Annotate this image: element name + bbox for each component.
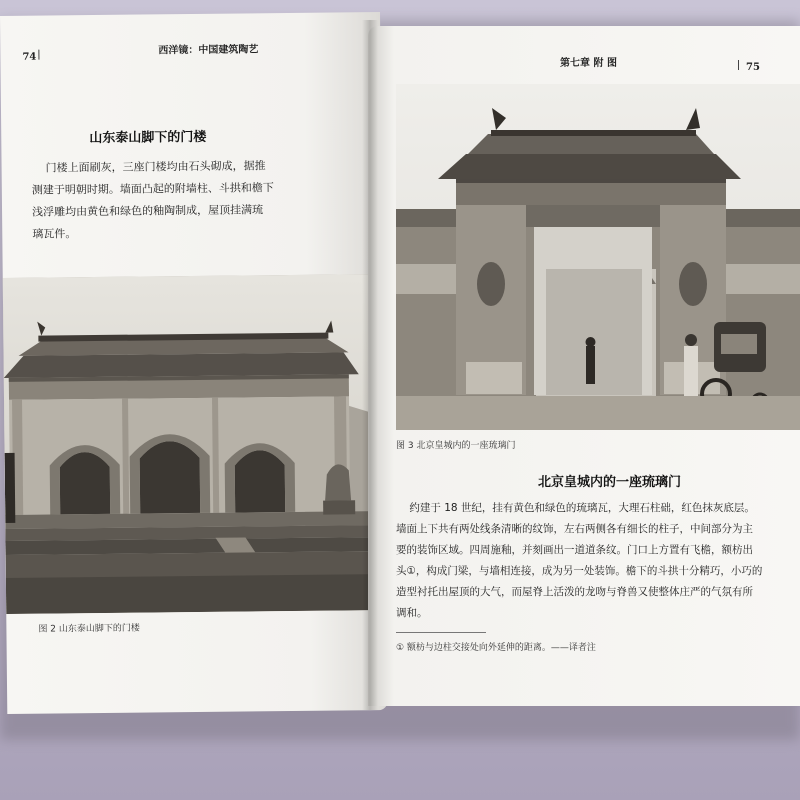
left-header-divider (38, 50, 39, 60)
left-paragraph: 门楼上面刷灰，三座门楼均由石头砌成，据推 测建于明朝时期。墙面凸起的附墙柱、斗拱和檐下 浅浮雕均由黄色和绿色的釉陶制成，屋顶挂满琉 璃瓦件。 (31, 159, 274, 241)
gate-building-illustration (3, 274, 378, 614)
left-page-number: 74 (22, 51, 37, 63)
glazed-gate-illustration (396, 84, 800, 430)
footnote-rule (396, 632, 486, 633)
photo-taishan-gate (3, 274, 378, 614)
right-paragraph: 约建于 18 世纪，挂有黄色和绿色的琉璃瓦，大理石柱础，红色抹灰底层。 墙面上下共有两处线条清晰的纹饰，左右两侧各有细长的柱子，中间部分为主 要的装饰区域。四周施釉，并刻画出一道道条纹。门口上方置有飞檐，额枋出 头①，构成门梁，与墙相连接，成为另一处装饰。檐下的斗拱十分精巧，小巧的 造型衬托出屋顶的大气，而屋脊上活泼的龙吻与脊兽又使整体庄严的气氛有所 调和。 (396, 502, 763, 619)
left-section-title: 山东泰山脚下的门楼 (89, 129, 207, 147)
right-running-head: 第七章 附 图 (560, 58, 617, 69)
right-footnote: ① 额枋与边柱交接处向外延伸的距离。——译者注 (396, 643, 596, 653)
left-running-head: 西洋镜：中国建筑陶艺 (158, 44, 259, 57)
book-gutter (362, 20, 378, 710)
right-section-title: 北京皇城内的一座琉璃门 (538, 475, 682, 490)
right-header-divider (738, 60, 739, 70)
left-page (0, 12, 387, 714)
photo-beijing-glazed-gate (396, 84, 800, 430)
right-figure-caption: 图 3 北京皇城内的一座琉璃门 (396, 441, 516, 451)
left-figure-caption: 图 2 山东泰山脚下的门楼 (38, 623, 140, 635)
right-page (368, 26, 800, 706)
right-page-number: 75 (746, 62, 760, 73)
